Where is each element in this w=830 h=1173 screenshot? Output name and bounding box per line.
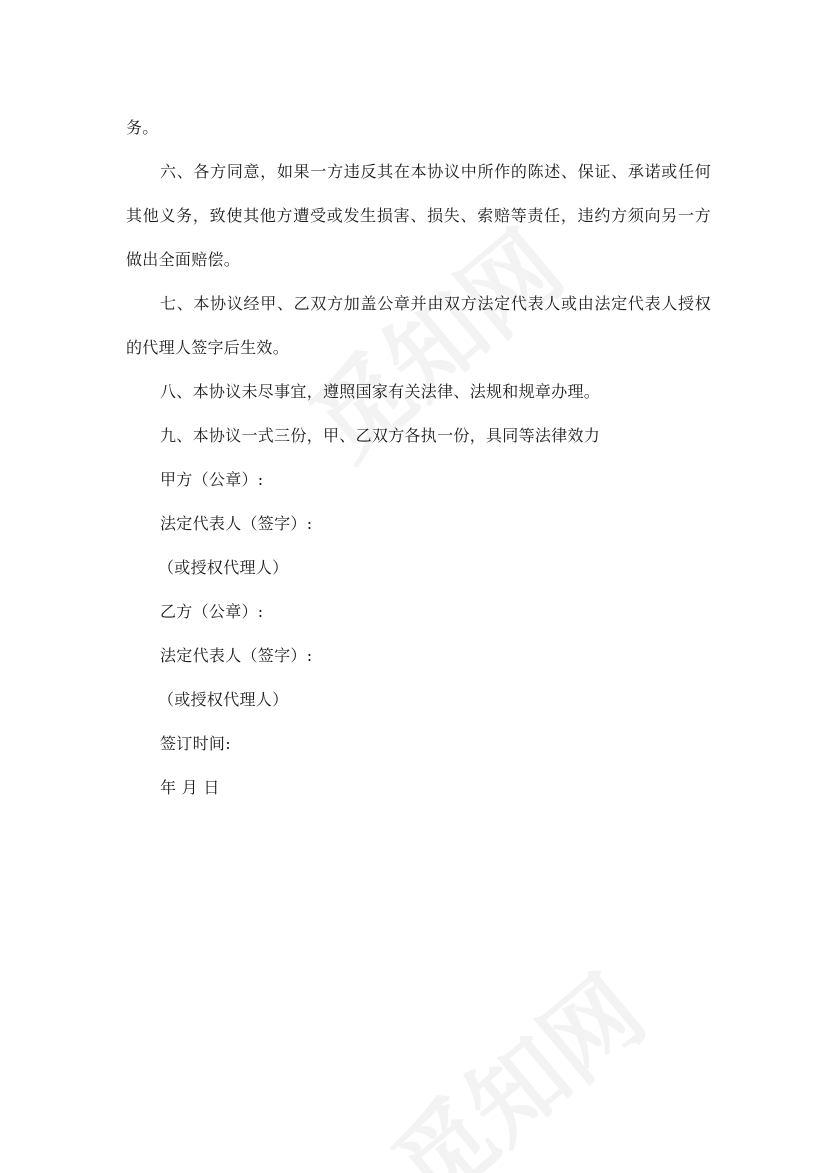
party-a-representative: 法定代表人（签字）: bbox=[160, 514, 313, 533]
signing-time-label: 签订时间: bbox=[160, 734, 231, 753]
clause-six: 六、各方同意，如果一方违反其在本协议中所作的陈述、保证、承诺或任何其他义务，致使其他方遭受或发生损害、损失、索赔等责任，违约方须向另一方做出全面赔偿。 bbox=[126, 162, 711, 269]
clause-seven: 七、本协议经甲、乙双方加盖公章并由双方法定代表人或由法定代表人授权的代理人签字后生效。 bbox=[126, 294, 711, 357]
party-a-agent: （或授权代理人） bbox=[158, 558, 289, 577]
party-b-seal: 乙方（公章）: bbox=[160, 602, 264, 621]
party-a-seal: 甲方（公章）: bbox=[160, 470, 264, 489]
date-line: 年 月 日 bbox=[160, 778, 220, 797]
clause-nine: 九、本协议一式三份，甲、乙双方各执一份，具同等法律效力 bbox=[160, 426, 601, 445]
clause-eight: 八、本协议未尽事宜，遵照国家有关法律、法规和规章办理。 bbox=[160, 382, 601, 401]
document-body bbox=[126, 106, 711, 810]
watermark bbox=[360, 940, 669, 1173]
paragraph-continuation: 务。 bbox=[126, 118, 159, 137]
party-b-representative: 法定代表人（签字）: bbox=[160, 646, 313, 665]
party-b-agent: （或授权代理人） bbox=[158, 690, 289, 709]
